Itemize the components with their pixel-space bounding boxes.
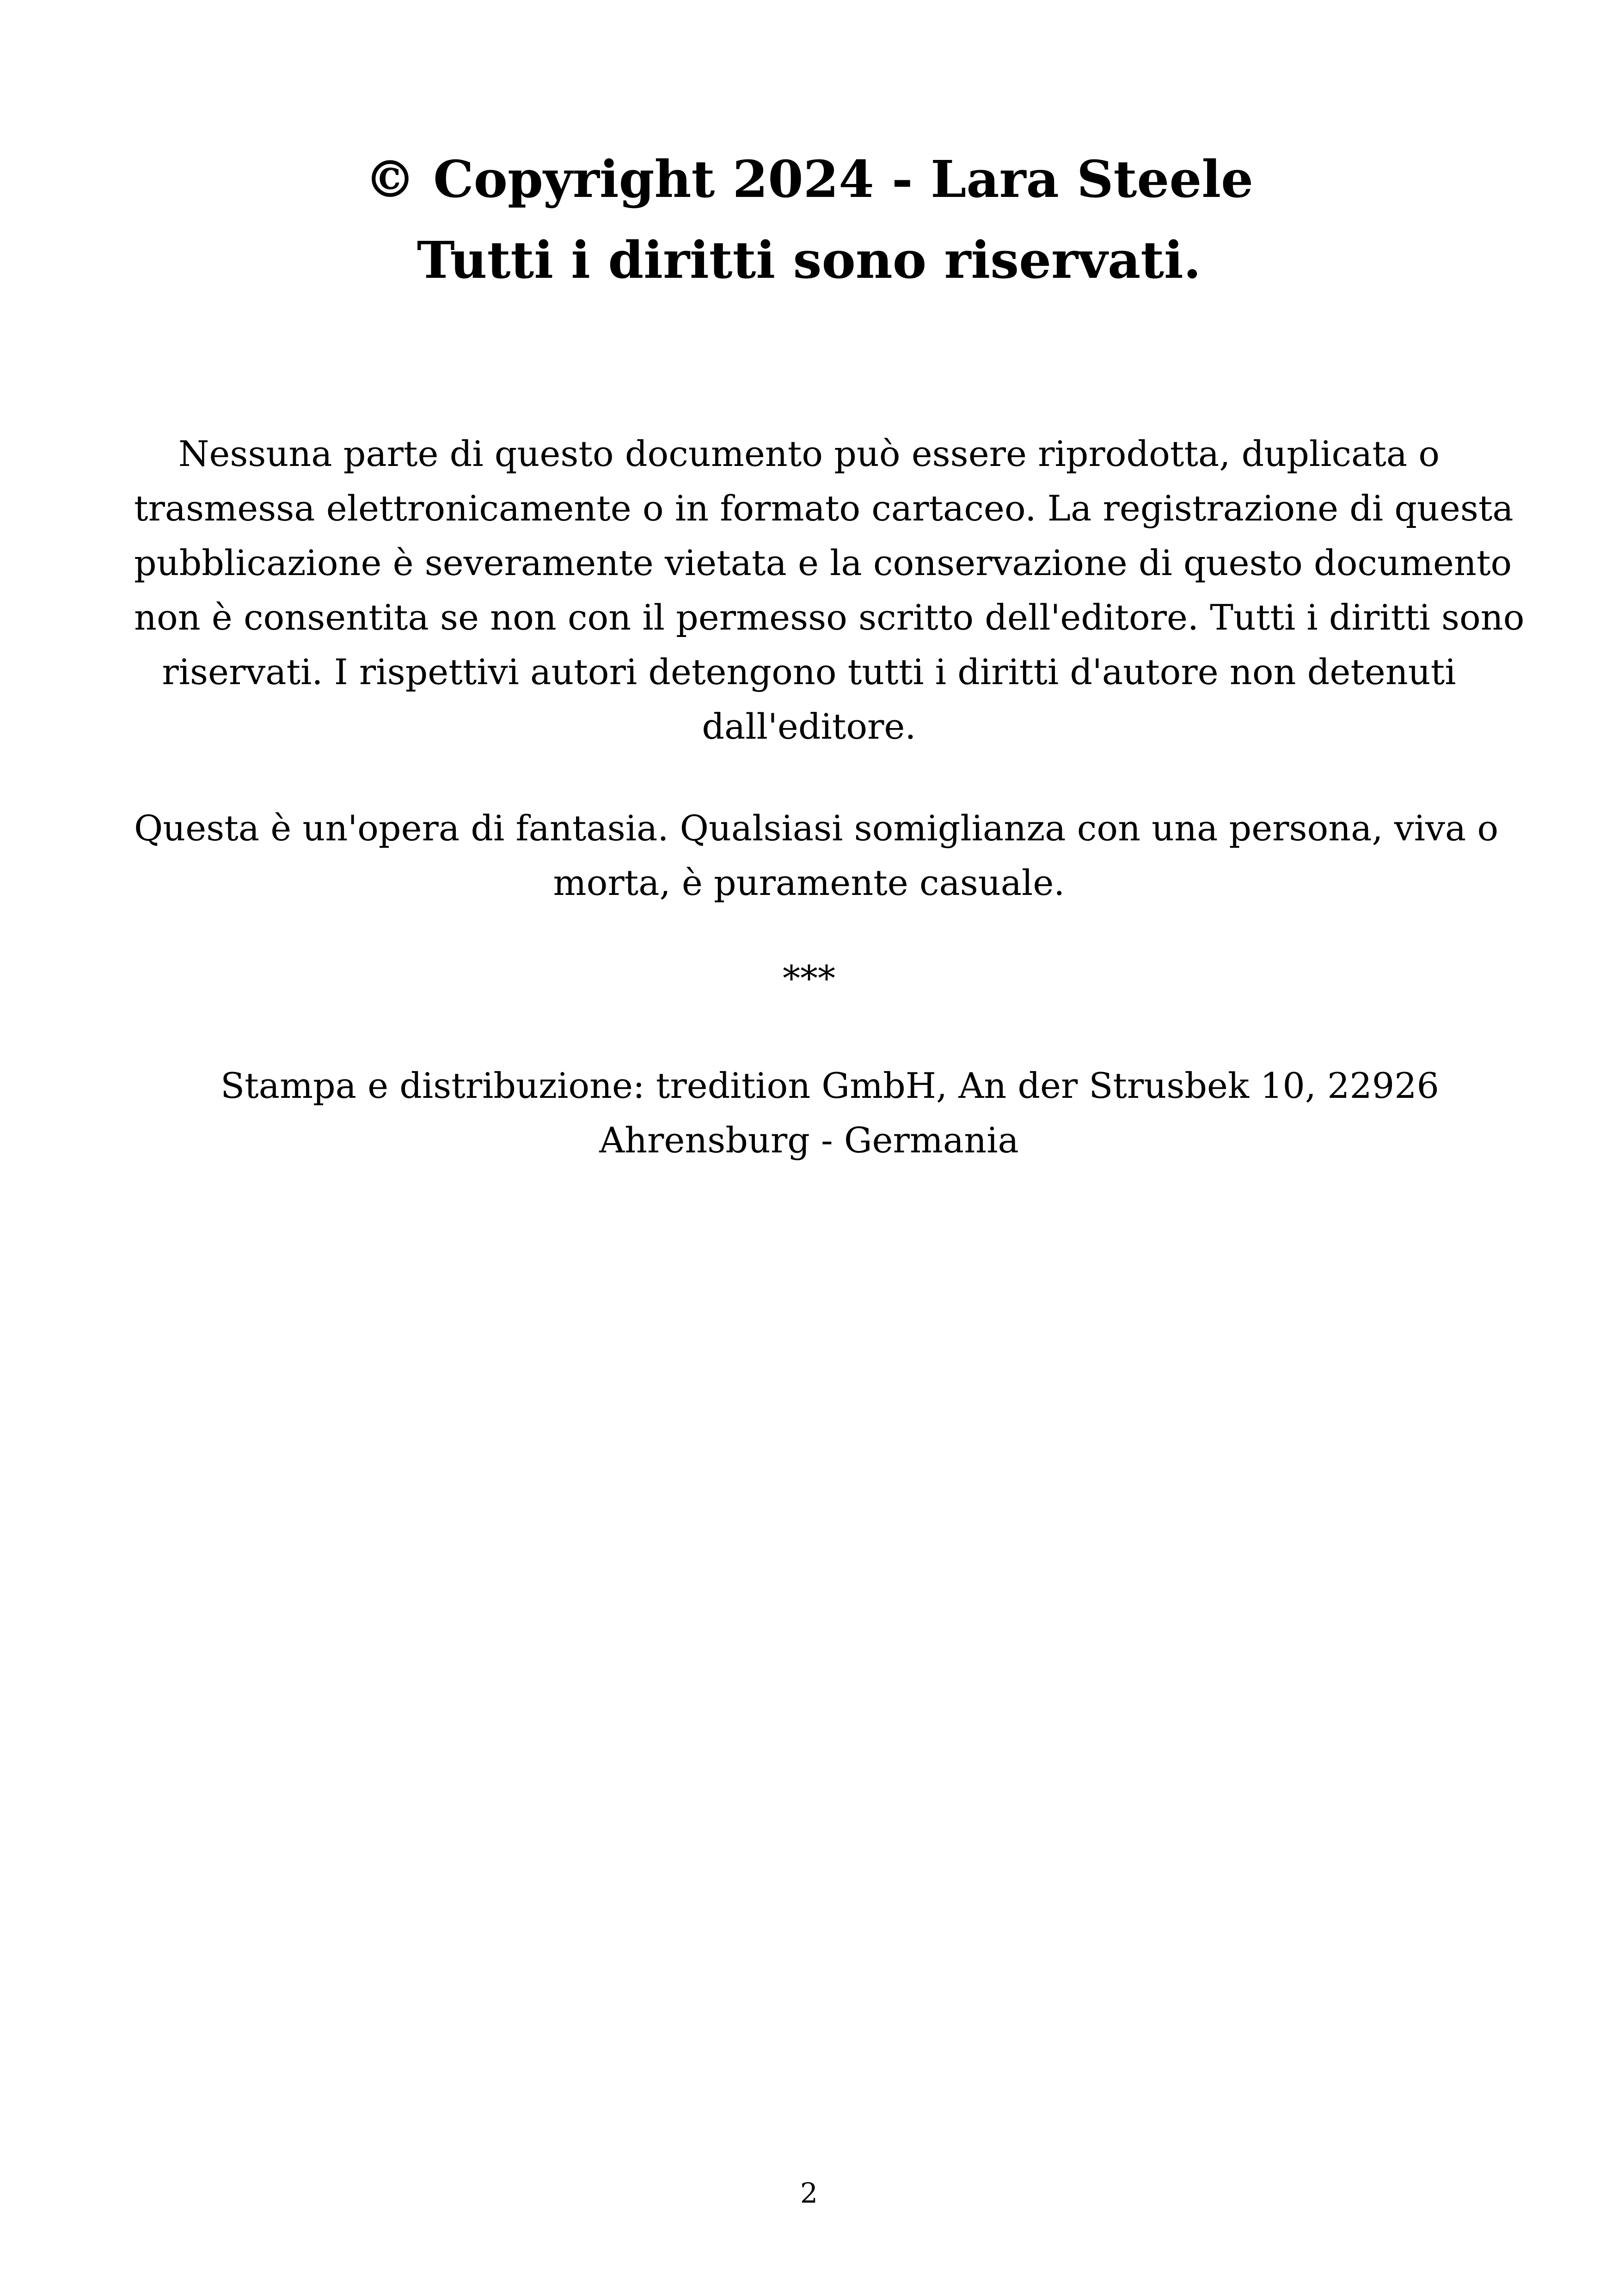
- page-number: 2: [800, 2177, 818, 2210]
- paragraph-line: Questa è un'opera di fantasia. Qualsiasi somiglianza con una persona, viva o: [134, 808, 1499, 849]
- section-separator: ***: [783, 958, 835, 999]
- paragraph-line: non è consentita se non con il permesso scritto dell'editore. Tutti i diritti sono: [134, 597, 1525, 638]
- paragraph-line: Stampa e distribuzione: tredition GmbH, An der Strusbek 10, 22926: [221, 1065, 1439, 1106]
- paragraph-line: dall'editore.: [702, 706, 916, 747]
- paragraph-line: riservati. I rispettivi autori detengono tutti i diritti d'autore non detenuti: [162, 651, 1456, 692]
- copyright-title: [139, 139, 1479, 300]
- fiction-disclaimer-paragraph: [134, 801, 1499, 910]
- printing-info-paragraph: [134, 1059, 1484, 1168]
- rights-notice-paragraph: [134, 427, 1525, 754]
- paragraph-line: Ahrensburg - Germania: [599, 1120, 1019, 1161]
- paragraph-line: Nessuna parte di questo documento può essere riprodotta, duplicata o: [178, 433, 1440, 474]
- paragraph-line: pubblicazione è severamente vietata e la conservazione di questo documento: [134, 542, 1512, 583]
- paragraph-line: trasmessa elettronicamente o in formato cartaceo. La registrazione di questa: [134, 488, 1514, 529]
- paragraph-line: morta, è puramente casuale.: [553, 862, 1065, 903]
- title-line: © Copyright 2024 - Lara Steele: [364, 149, 1254, 209]
- title-line: Tutti i diritti sono riservati.: [417, 230, 1201, 290]
